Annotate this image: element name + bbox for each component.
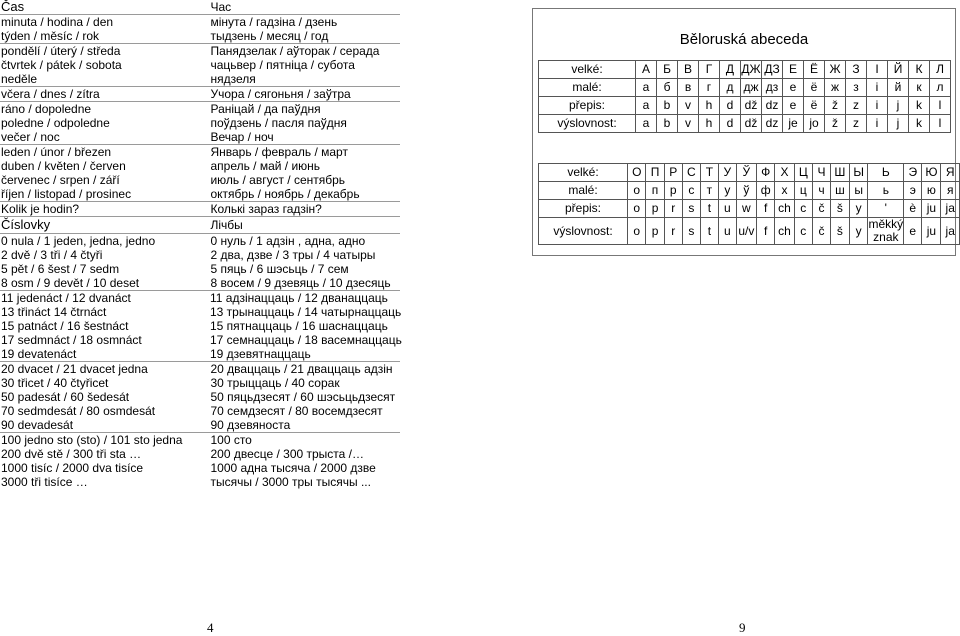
czech-line: pondělí / úterý / středa — [1, 44, 121, 58]
letter-cell: l — [930, 97, 951, 115]
number-row — [0, 432, 400, 489]
letter-cell: Ш — [830, 164, 849, 182]
czech-line: čtvrtek / pátek / sobota — [1, 58, 122, 72]
belarusian-line: июль / август / сентябрь — [210, 173, 346, 187]
letter-cell: b — [657, 97, 678, 115]
letter-cell: měkký znak — [868, 217, 904, 244]
letter-cell: a — [636, 115, 657, 133]
letter-cell: Т — [700, 164, 718, 182]
letter-cell: Ь — [868, 164, 904, 182]
letter-cell: П — [646, 164, 664, 182]
letter-cell: š — [830, 200, 849, 218]
belarusian-line: мінута / гадзіна / дзень — [210, 15, 338, 29]
belarusian-line: 0 нуль / 1 адзін , адна, адно — [210, 234, 366, 248]
letter-cell: je — [783, 115, 804, 133]
letter-cell: k — [909, 115, 930, 133]
belarusian-line: Панядзелак / аўторак / серада — [210, 44, 380, 58]
letter-cell: т — [700, 182, 718, 200]
letter-cell: е — [783, 79, 804, 97]
czech-line: 3000 tři tisíce … — [1, 475, 88, 489]
letter-cell: a — [636, 97, 657, 115]
czech-line: 200 dvě stě / 300 tři sta … — [1, 447, 142, 461]
letter-cell: г — [699, 79, 720, 97]
letter-cell: ы — [849, 182, 868, 200]
letter-cell: ў — [736, 182, 756, 200]
letter-cell: s — [682, 200, 700, 218]
letter-cell: Ю — [922, 164, 941, 182]
belarusian-line: 90 дзевяноста — [210, 418, 291, 432]
letter-cell: ja — [941, 218, 960, 245]
letter-cell: c — [794, 200, 812, 218]
belarusian-line: Раніцай / да паўдня — [210, 102, 321, 116]
letter-cell: ш — [830, 182, 849, 200]
letter-cell: dz — [762, 97, 783, 115]
letter-cell: è — [904, 200, 922, 218]
czech-line: 90 devadesát — [1, 418, 74, 432]
letter-cell: š — [830, 218, 849, 245]
page-number-left: 4 — [207, 620, 214, 635]
belarusian-line: 17 семнаццаць / 18 васемнаццаць — [210, 333, 402, 347]
letter-cell: y — [849, 218, 868, 245]
letter-cell: dž — [741, 115, 762, 133]
letter-cell: о — [628, 182, 646, 200]
vocab-row — [0, 14, 400, 43]
letter-cell: i — [867, 115, 888, 133]
alphabet-row-lower — [539, 182, 960, 200]
belarusian-line: тысячы / 3000 тры тысячы ... — [210, 475, 371, 489]
letter-cell: в — [678, 79, 699, 97]
letter-cell: А — [636, 61, 657, 79]
number-row — [0, 361, 400, 432]
belarusian-line: 50 пяцьдзесят / 60 шэсьцьдзесят — [210, 390, 396, 404]
letter-cell: Б — [657, 61, 678, 79]
czech-line: týden / měsíc / rok — [1, 29, 100, 43]
letter-cell: у — [718, 182, 736, 200]
letter-cell: k — [909, 97, 930, 115]
belarusian-line: октябрь / ноябрь / декабрь — [210, 187, 360, 201]
letter-cell: д — [720, 79, 741, 97]
vocab-row — [0, 101, 400, 144]
alphabet-row-upper — [539, 164, 960, 182]
vocabulary-table — [0, 0, 400, 489]
letter-cell: č — [812, 218, 830, 245]
letter-cell: к — [909, 79, 930, 97]
czech-line: ráno / dopoledne — [1, 102, 92, 116]
czech-line: 13 třináct 14 čtrnáct — [1, 305, 107, 319]
letter-cell: z — [846, 97, 867, 115]
letter-cell: л — [930, 79, 951, 97]
alphabet-table-2 — [538, 163, 960, 245]
letter-cell: З — [846, 61, 867, 79]
letter-cell: К — [909, 61, 930, 79]
czech-line: leden / únor / březen — [1, 145, 112, 159]
alphabet-row-pron — [539, 115, 951, 133]
letter-cell: э — [904, 182, 922, 200]
vocab-row — [0, 201, 400, 216]
letter-cell: дз — [762, 79, 783, 97]
letter-cell: jo — [804, 115, 825, 133]
czech-line: poledne / odpoledne — [1, 116, 110, 130]
letter-cell: ch — [775, 200, 794, 218]
letter-cell: р — [664, 182, 682, 200]
letter-cell: Я — [941, 164, 960, 182]
letter-cell: p — [646, 218, 664, 245]
letter-cell: j — [888, 97, 909, 115]
letter-cell: i — [867, 97, 888, 115]
czech-heading: Čas — [1, 0, 25, 14]
czech-line: 30 třicet / 40 čtyřicet — [1, 376, 109, 390]
letter-cell: ДЗ — [762, 61, 783, 79]
letter-cell: r — [664, 200, 682, 218]
numbers-header-row — [0, 216, 400, 233]
belarusian-line: поўдзень / пасля паўдня — [210, 116, 347, 130]
number-row — [0, 290, 400, 361]
letter-cell: і — [867, 79, 888, 97]
letter-cell: ч — [812, 182, 830, 200]
letter-cell: ю — [922, 182, 941, 200]
letter-cell: Ц — [794, 164, 812, 182]
letter-cell: У — [718, 164, 736, 182]
letter-cell: c — [794, 218, 812, 245]
letter-cell: v — [678, 115, 699, 133]
letter-cell: j — [888, 115, 909, 133]
letter-cell: d — [720, 97, 741, 115]
letter-cell: я — [941, 182, 960, 200]
belarusian-numbers-heading: Лічбы — [210, 218, 243, 232]
belarusian-line: нядзеля — [210, 72, 256, 86]
letter-cell: Л — [930, 61, 951, 79]
letter-cell: l — [930, 115, 951, 133]
time-header-row — [0, 0, 400, 14]
number-row — [0, 233, 400, 290]
letter-cell: б — [657, 79, 678, 97]
czech-line: Kolik je hodin? — [1, 202, 80, 216]
letter-cell: u/v — [736, 218, 756, 245]
letter-cell: ž — [825, 97, 846, 115]
czech-line: 5 pět / 6 šest / 7 sedm — [1, 262, 120, 276]
letter-cell: z — [846, 115, 867, 133]
letter-cell: ё — [804, 79, 825, 97]
czech-line: červenec / srpen / září — [1, 173, 120, 187]
czech-line: neděle — [1, 72, 38, 86]
belarusian-line: Вечар / ноч — [210, 130, 274, 144]
letter-cell: ф — [756, 182, 775, 200]
letter-cell: В — [678, 61, 699, 79]
row-label: malé: — [539, 79, 636, 97]
letter-cell: х — [775, 182, 794, 200]
belarusian-line: 30 трыццаць / 40 сорак — [210, 376, 340, 390]
letter-cell: Г — [699, 61, 720, 79]
letter-cell: f — [756, 218, 775, 245]
letter-cell: й — [888, 79, 909, 97]
letter-cell: p — [646, 200, 664, 218]
letter-cell: Ў — [736, 164, 756, 182]
belarusian-line: 2 два, дзве / 3 тры / 4 чатыры — [210, 248, 376, 262]
letter-cell: Ж — [825, 61, 846, 79]
row-label: výslovnost: — [539, 115, 636, 133]
letter-cell: Ё — [804, 61, 825, 79]
belarusian-heading: Час — [210, 0, 232, 14]
letter-cell: u — [718, 218, 736, 245]
letter-cell: e — [783, 97, 804, 115]
letter-cell: Х — [775, 164, 794, 182]
letter-cell: ju — [922, 218, 941, 245]
czech-line: 19 devatenáct — [1, 347, 77, 361]
letter-cell: f — [756, 200, 775, 218]
czech-line: 20 dvacet / 21 dvacet jedna — [1, 362, 148, 376]
czech-line: 2 dvě / 3 tři / 4 čtyři — [1, 248, 103, 262]
belarusian-line: чацьвер / пятніца / субота — [210, 58, 355, 72]
belarusian-line: апрель / май / июнь — [210, 159, 321, 173]
letter-cell: v — [678, 97, 699, 115]
letter-cell: С — [682, 164, 700, 182]
letter-cell: b — [657, 115, 678, 133]
letter-cell: o — [628, 218, 646, 245]
letter-cell: дж — [741, 79, 762, 97]
letter-cell: č — [812, 200, 830, 218]
vocab-row — [0, 144, 400, 201]
letter-cell: ДЖ — [741, 61, 762, 79]
czech-line: 11 jedenáct / 12 dvanáct — [1, 291, 131, 305]
letter-cell: ë — [804, 97, 825, 115]
letter-cell: а — [636, 79, 657, 97]
letter-cell: Д — [720, 61, 741, 79]
belarusian-line: Январь / февраль / март — [210, 145, 348, 159]
alphabet-table-1 — [538, 60, 951, 133]
letter-cell: y — [849, 200, 868, 218]
belarusian-line: тыдзень / месяц / год — [210, 29, 329, 43]
czech-line: 15 patnáct / 16 šestnáct — [1, 319, 129, 333]
czech-line: 0 nula / 1 jeden, jedna, jedno — [1, 234, 156, 248]
czech-line: 8 osm / 9 devět / 10 deset — [1, 276, 140, 290]
letter-cell: t — [700, 218, 718, 245]
alphabet-title: Běloruská abeceda — [679, 31, 809, 48]
letter-cell: dž — [741, 97, 762, 115]
alphabet-row-translit — [539, 97, 951, 115]
letter-cell: ' — [868, 200, 904, 218]
czech-line: minuta / hodina / den — [1, 15, 114, 29]
row-label: přepis: — [539, 200, 628, 218]
letter-cell: u — [718, 200, 736, 218]
belarusian-line: Учора / сягоньня / заўтра — [210, 87, 351, 101]
belarusian-line: 8 восем / 9 дзевяць / 10 дзесяць — [210, 276, 391, 290]
row-label: malé: — [539, 182, 628, 200]
belarusian-line: 5 пяць / 6 шэсьць / 7 сем — [210, 262, 349, 276]
czech-line: duben / květen / červen — [1, 159, 126, 173]
czech-line: 17 sedmnáct / 18 osmnáct — [1, 333, 142, 347]
letter-cell: Е — [783, 61, 804, 79]
letter-cell: Ы — [849, 164, 868, 182]
row-label: velké: — [539, 61, 636, 79]
belarusian-line: 13 трынаццаць / 14 чатырнаццаць — [210, 305, 402, 319]
belarusian-line: 11 адзінаццаць / 12 дванаццаць — [210, 291, 388, 305]
czech-line: 70 sedmdesát / 80 osmdesát — [1, 404, 156, 418]
letter-cell: dz — [762, 115, 783, 133]
letter-cell: h — [699, 115, 720, 133]
czech-line: říjen / listopad / prosinec — [1, 187, 132, 201]
letter-cell: h — [699, 97, 720, 115]
letter-cell: d — [720, 115, 741, 133]
letter-cell: r — [664, 218, 682, 245]
letter-cell: Э — [904, 164, 922, 182]
alphabet-row-lower — [539, 79, 951, 97]
letter-cell: w — [736, 200, 756, 218]
letter-cell: ž — [825, 115, 846, 133]
belarusian-line: 100 сто — [210, 433, 252, 447]
belarusian-line: 1000 адна тысяча / 2000 дзве — [210, 461, 376, 475]
czech-line: večer / noc — [1, 130, 60, 144]
letter-cell: ь — [868, 182, 904, 200]
letter-cell: Ф — [756, 164, 775, 182]
letter-cell: І — [867, 61, 888, 79]
letter-cell: ц — [794, 182, 812, 200]
czech-line: včera / dnes / zítra — [1, 87, 100, 101]
letter-cell: О — [628, 164, 646, 182]
letter-cell: o — [628, 200, 646, 218]
letter-cell: з — [846, 79, 867, 97]
czech-numbers-heading: Číslovky — [1, 217, 51, 232]
letter-cell: ж — [825, 79, 846, 97]
vocab-row — [0, 86, 400, 101]
letter-cell: t — [700, 200, 718, 218]
alphabet-row-translit — [539, 200, 960, 218]
letter-cell: ja — [941, 200, 960, 218]
letter-cell: с — [682, 182, 700, 200]
letter-cell: Ч — [812, 164, 830, 182]
belarusian-line: 70 семдзесят / 80 восемдзесят — [210, 404, 383, 418]
letter-cell: s — [682, 218, 700, 245]
alphabet-row-pron — [539, 218, 960, 245]
belarusian-line: 19 дзевятнаццаць — [210, 347, 311, 361]
belarusian-line: 15 пятнаццаць / 16 шаснаццаць — [210, 319, 388, 333]
vocab-row — [0, 43, 400, 86]
belarusian-line: Колькі зараз гадзін? — [210, 202, 322, 216]
row-label: přepis: — [539, 97, 636, 115]
letter-cell: ju — [922, 200, 941, 218]
belarusian-line: 200 двесце / 300 трыста /… — [210, 447, 365, 461]
belarusian-line: 20 дваццаць / 21 дваццаць адзін — [210, 362, 393, 376]
row-label: výslovnost: — [539, 218, 628, 245]
letter-cell: Р — [664, 164, 682, 182]
letter-cell: п — [646, 182, 664, 200]
czech-line: 50 padesát / 60 šedesát — [1, 390, 130, 404]
letter-cell: e — [904, 218, 922, 245]
alphabet-row-upper — [539, 61, 951, 79]
letter-cell: ch — [775, 218, 794, 245]
czech-line: 100 jedno sto (sto) / 101 sto jedna — [1, 433, 183, 447]
czech-line: 1000 tisíc / 2000 dva tisíce — [1, 461, 144, 475]
row-label: velké: — [539, 164, 628, 182]
page-number-right: 9 — [739, 620, 746, 635]
letter-cell: Й — [888, 61, 909, 79]
